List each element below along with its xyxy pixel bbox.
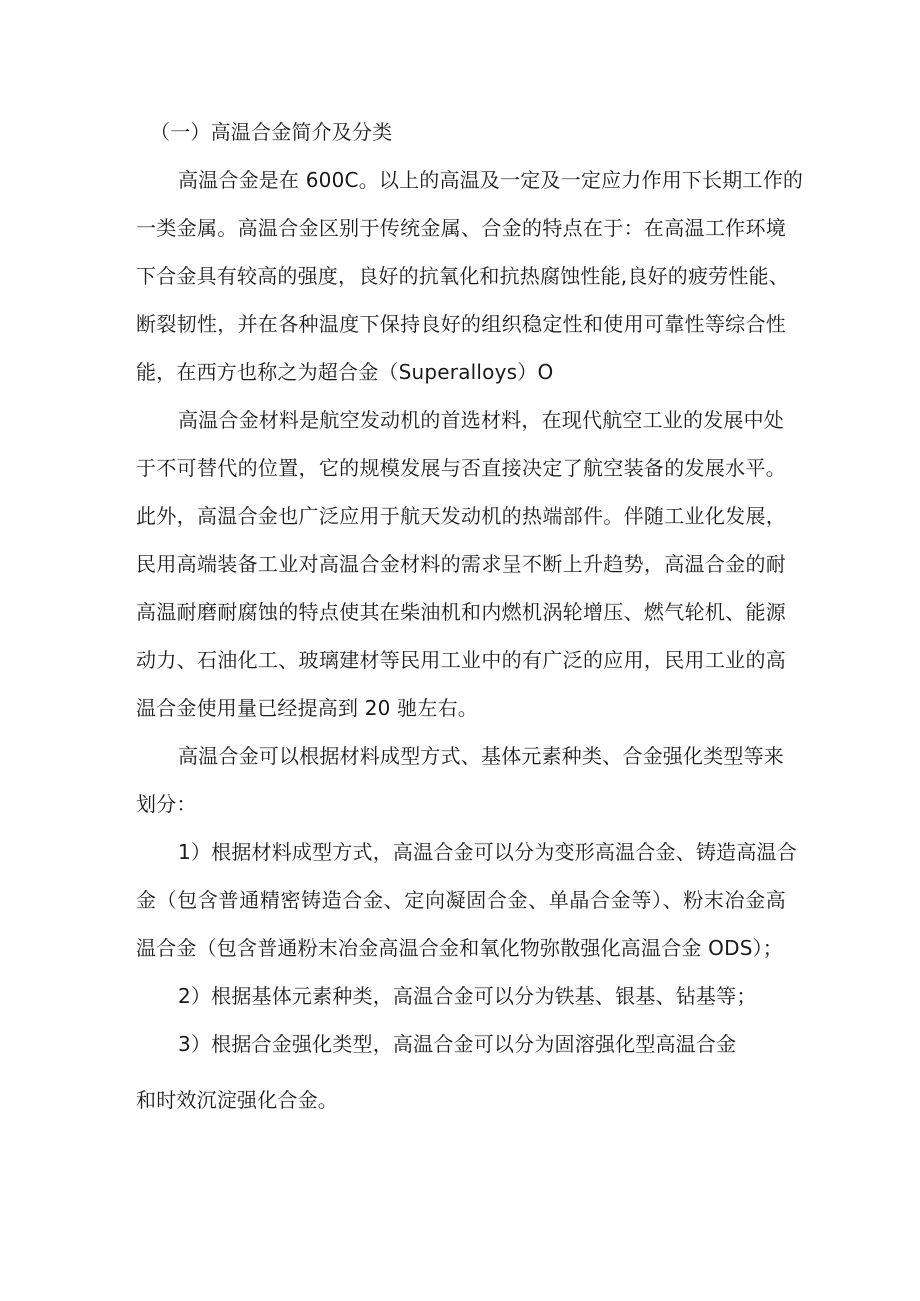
list-item-3-line-2: 和时效沉淀强化合金。 [136, 1088, 338, 1112]
paragraph-2-line-3: 此外，高温合金也广泛应用于航天发动机的热端部件。伴随工业化发展， [136, 504, 786, 528]
paragraph-2-line-5: 高温耐磨耐腐蚀的特点使其在柴油机和内燃机涡轮增压、燃气轮机、能源 [136, 600, 786, 624]
paragraph-1-line-5: 能，在西方也称之为超合金（Superalloys）O [136, 360, 554, 384]
paragraph-2-line-7: 温合金使用量已经提高到 20 驰左右。 [136, 696, 478, 720]
list-item-3-line-1: 3）根据合金强化类型，高温合金可以分为固溶强化型高温合金 [178, 1032, 737, 1056]
section-heading: （一）高温合金简介及分类 [150, 120, 393, 144]
paragraph-2-line-6: 动力、石油化工、玻璃建材等民用工业中的有广泛的应用，民用工业的高 [136, 648, 786, 672]
paragraph-2-line-4: 民用高端装备工业对高温合金材料的需求呈不断上升趋势，高温合金的耐 [136, 552, 786, 576]
paragraph-1-line-2: 一类金属。高温合金区别于传统金属、合金的特点在于：在高温工作环境 [136, 216, 786, 240]
paragraph-1-line-4: 断裂韧性，并在各种温度下保持良好的组织稳定性和使用可靠性等综合性 [136, 312, 786, 336]
paragraph-1-line-1: 高温合金是在 600C。以上的高温及一定及一定应力作用下长期工作的 [178, 168, 804, 192]
list-item-1-line-1: 1）根据材料成型方式，高温合金可以分为变形高温合金、铸造高温合 [178, 840, 797, 864]
paragraph-3-line-1: 高温合金可以根据材料成型方式、基体元素种类、合金强化类型等来 [178, 744, 784, 768]
paragraph-2-line-1: 高温合金材料是航空发动机的首选材料，在现代航空工业的发展中处 [178, 408, 784, 432]
list-item-2-line-1: 2）根据基体元素种类，高温合金可以分为铁基、银基、钻基等； [178, 984, 757, 1008]
paragraph-3-line-2: 划分： [136, 792, 197, 816]
paragraph-2-line-2: 于不可替代的位置，它的规模发展与否直接决定了航空装备的发展水平。 [136, 456, 786, 480]
list-item-1-line-3: 温合金（包含普通粉末冶金高温合金和氧化物弥散强化高温合金 ODS）； [136, 936, 783, 960]
paragraph-1-line-3: 下合金具有较高的强度，良好的抗氧化和抗热腐蚀性能,良好的疲劳性能、 [136, 264, 789, 288]
list-item-1-line-2: 金（包含普通精密铸造合金、定向凝固合金、单晶合金等）、粉末冶金高 [136, 888, 786, 912]
